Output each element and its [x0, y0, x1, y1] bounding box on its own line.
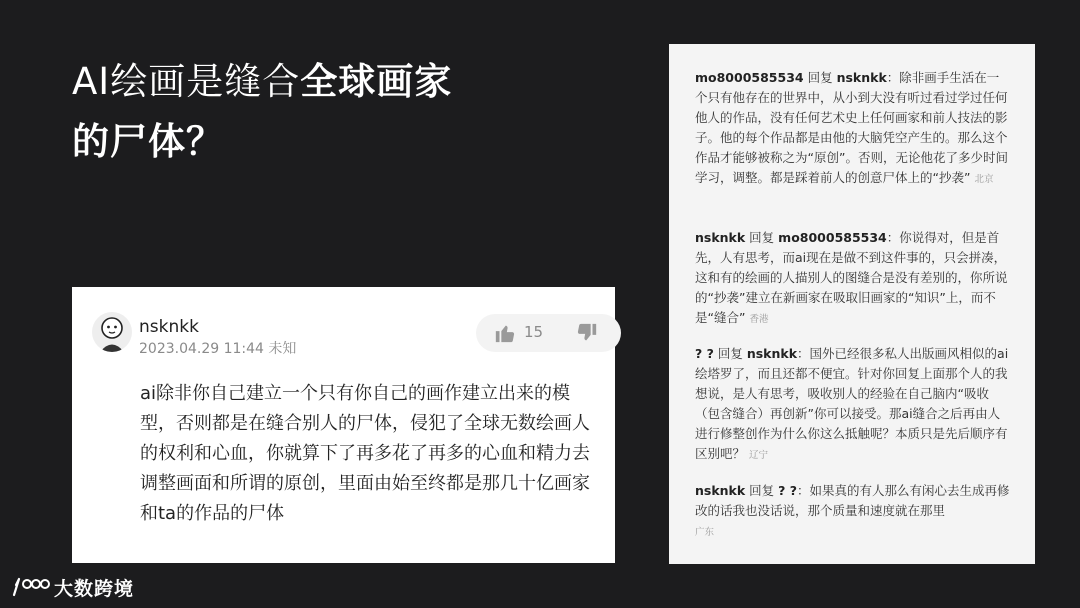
reply-text: 国外已经很多私人出版画风相似的ai绘塔罗了，而且还都不便宜。针对你回复上面那个人的我想说，是人有思考，吸收别人的经验在自己脑内“吸收（包含缝合）再创新”你可以接受。那ai缝合之后再由人进行修整创作为什么你这么抵触呢？本质只是先后顺序有区别吧？ [695, 346, 1009, 461]
reply-to[interactable]: ? ? [778, 483, 798, 498]
comment-card [72, 287, 615, 563]
reply-word: 回复 [749, 483, 775, 498]
reply-text: 除非画手生活在一个只有他存在的世界中，从小到大没有听过看过学过任何他人的作品，没有任何艺术史上任何画家和前人技法的影子。他的每个作品都是由他的大脑凭空产生的。那么这个作品才能够被称之为“原创”。否则，无论他花了多少时间学习，调整。都是踩着前人的创意尸体上的“抄袭” [695, 70, 1008, 185]
reply-to[interactable]: mo8000585534 [778, 230, 887, 245]
title-bold: 全球画家 [300, 60, 453, 103]
reply-location: 北京 [974, 174, 994, 185]
reply-item: nsknkk 回复 ? ?：如果真的有人那么有闲心去生成再修改的话我也没话说，那个质量和速度就在那里 广东 [695, 483, 1010, 538]
reply-to[interactable]: nsknkk [746, 346, 798, 361]
reply-location: 香港 [749, 314, 769, 325]
brand-name: 大数跨境 [54, 577, 135, 600]
reply-text: 你说得对，但是首先，人有思考，而ai现在是做不到这件事的，只会拼凑，这和有的绘画的人描别人的图缝合是没有差别的，你所说的“抄袭”建立在新画家在吸取旧画家的“知识”上，而不是“缝合” [695, 230, 1008, 325]
reply-item: mo8000585534 回复 nsknkk：除非画手生活在一个只有他存在的世界中，从小到大没有听过看过学过任何他人的作品，没有任何艺术史上任何画家和前人技法的影子。他的每个作品都是由他的大脑凭空产生的。那么这个作品才能够被称之为“原创”。否则，无论他花了多少时间学习，调整。都是踩着前人的创意尸体上的“抄袭” 北京 [695, 70, 1008, 185]
reply-word: 回复 [717, 346, 743, 361]
brand-mark-icon [10, 575, 50, 599]
reply-item: ? ? 回复 nsknkk：国外已经很多私人出版画风相似的ai绘塔罗了，而且还都不便宜。针对你回复上面那个人的我想说，是人有思考，吸收别人的经验在自己脑内“吸收（包含缝合）再创新”你可以接受。那ai缝合之后再由人进行修整创作为什么你这么抵触呢？本质只是先后顺序有区别吧？ 辽宁 [695, 346, 1009, 461]
comment-username[interactable]: nsknkk [139, 317, 199, 337]
reply-thread [669, 44, 1035, 564]
reply-location: 辽宁 [749, 450, 769, 461]
comment-location: 未知 [268, 341, 297, 357]
thumb-up-icon[interactable] [494, 322, 516, 344]
vote-bar [476, 314, 621, 352]
brand-logo [10, 574, 134, 600]
reply-location: 广东 [695, 527, 715, 538]
avatar-face-icon [92, 312, 132, 352]
like-count: 15 [524, 323, 544, 341]
reply-text: 如果真的有人那么有闲心去生成再修改的话我也没话说，那个质量和速度就在那里 [695, 483, 1010, 518]
title-prefix: AI绘画是缝合 [72, 60, 301, 103]
title-line2: 的尸体？ [72, 120, 224, 163]
reply-word: 回复 [749, 230, 775, 245]
reply-to[interactable]: nsknkk [836, 70, 887, 85]
avatar[interactable] [92, 312, 132, 352]
reply-from[interactable]: mo8000585534 [695, 70, 804, 85]
reply-word: 回复 [807, 70, 833, 85]
reply-from[interactable]: ? ? [695, 346, 714, 361]
reply-item: nsknkk 回复 mo8000585534：你说得对，但是首先，人有思考，而ai现在是做不到这件事的，只会拼凑，这和有的绘画的人描别人的图缝合是没有差别的，你所说的“抄袭”建立在新画家在吸取旧画家的“知识”上，而不是“缝合” 香港 [695, 230, 1008, 325]
slide-title [72, 52, 452, 172]
reply-from[interactable]: nsknkk [695, 483, 746, 498]
comment-body: ai除非你自己建立一个只有你自己的画作建立出来的模型，否则都是在缝合别人的尸体，侵犯了全球无数绘画人的权利和心血，你就算下了再多花了再多的心血和精力去调整画面和所谓的原创，里面由始至终都是那几十亿画家和ta的作品的尸体 [140, 383, 590, 524]
comment-datetime: 2023.04.29 11:44 [139, 341, 264, 357]
reply-from[interactable]: nsknkk [695, 230, 746, 245]
thumb-down-icon[interactable] [576, 322, 598, 344]
comment-meta [139, 338, 296, 358]
